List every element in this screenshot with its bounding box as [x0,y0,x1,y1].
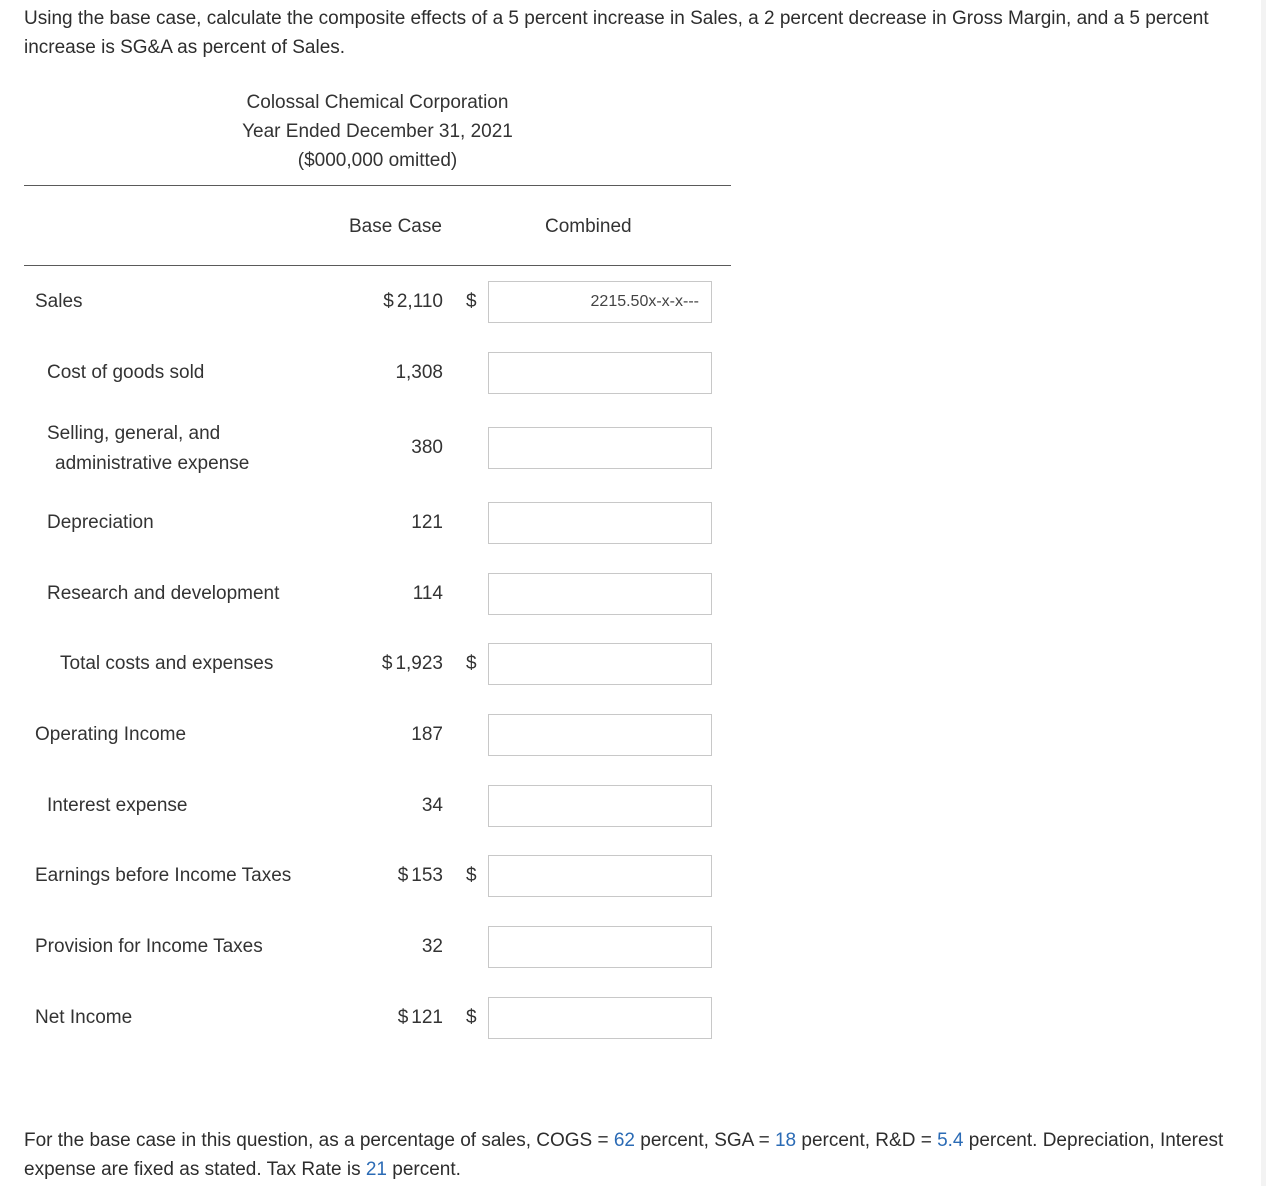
combined-input-cogs[interactable] [488,352,712,394]
base-currency-symbol: $ [381,653,393,674]
base-amount: 153 [411,865,443,886]
row-label-line-2: administrative expense [55,453,250,474]
combined-input-depreciation[interactable] [488,502,712,544]
header-bottom-rule [24,265,731,266]
table-row-net-income [0,997,740,1041]
column-header-combined: Combined [545,216,632,237]
base-amount: 1,923 [395,653,443,674]
base-amount: 34 [421,795,443,816]
footer-text-3: percent, R&D = [796,1130,938,1151]
base-currency-symbol: $ [383,291,394,312]
base-currency-symbol: $ [397,1007,409,1028]
table-row-operating-income [0,714,740,758]
base-case-value [382,649,443,679]
tax-rate: 21 [365,1159,387,1180]
base-amount: 114 [412,583,443,604]
footer-text-1: For the base case in this question, as a percentage of sales, COGS = [24,1130,614,1151]
combined-input-ebit[interactable] [488,855,712,897]
base-amount: 32 [421,936,443,957]
row-label: Sales [35,291,83,312]
row-label: Total costs and expenses [60,653,274,674]
row-label: Operating Income [35,724,187,745]
footer-text-5: percent. [386,1159,461,1180]
combined-currency-symbol: $ [466,1007,477,1028]
table-row-sga [0,423,740,474]
row-label: Earnings before Income Taxes [35,865,292,886]
rd-percent: 5.4 [937,1130,964,1151]
base-currency-symbol: $ [397,865,409,886]
fiscal-period: Year Ended December 31, 2021 [242,121,513,142]
table-row-sales [0,281,740,325]
row-label: Research and development [47,583,280,604]
base-case-value [408,508,443,538]
combined-input-interest-expense[interactable] [488,785,712,827]
base-case-value [392,358,443,388]
table-row-ebit [0,855,740,899]
combined-input-sales[interactable] [488,281,712,323]
base-case-value [398,861,443,891]
row-label: Provision for Income Taxes [35,936,263,957]
footer-text-4: percent. Depreciation, Interest expense are fixed as stated. Tax Rate is [24,1130,1224,1180]
header-top-rule [24,185,731,186]
base-case-value [419,932,443,962]
combined-currency-symbol: $ [466,865,477,886]
base-case-value [408,720,443,750]
question-text: Using the base case, calculate the composite effects of a 5 percent increase in Sales, a 2 percent decrease in Gross Margin, and a 5 percent increase is SG&A as percent of Sales. [24,8,1209,58]
company-name: Colossal Chemical Corporation [246,92,509,113]
table-row-total-costs [0,643,740,687]
base-amount: 1,308 [395,362,443,383]
row-label: Cost of goods sold [47,362,205,383]
table-row-depreciation [0,502,740,546]
table-row-interest-expense [0,785,740,829]
cogs-percent: 62 [613,1130,635,1151]
row-label: Depreciation [47,512,154,533]
base-amount: 380 [411,437,443,458]
combined-input-net-income[interactable] [488,997,712,1039]
combined-currency-symbol: $ [466,653,477,674]
combined-input-tax-provision[interactable] [488,926,712,968]
table-row-rnd [0,573,740,617]
column-header-base-case: Base Case [349,216,442,237]
base-case-value [398,1003,443,1033]
page-edge [1261,0,1266,1186]
combined-input-sga[interactable] [488,427,712,469]
base-case-value [408,433,443,463]
table-row-cogs [0,352,740,396]
footer-text-2: percent, SGA = [635,1130,775,1151]
combined-input-rnd[interactable] [488,573,712,615]
combined-currency-symbol: $ [466,291,477,312]
base-amount: 121 [411,512,443,533]
row-label: Net Income [35,1007,133,1028]
row-label-line-1: Selling, general, and [47,423,221,444]
base-case-value [383,287,443,317]
base-amount: 2,110 [396,291,443,312]
units-note: ($000,000 omitted) [297,150,458,171]
base-case-value [419,791,443,821]
sga-percent: 18 [774,1130,797,1151]
footer-note [24,1126,1249,1184]
table-row-tax-provision [0,926,740,970]
base-amount: 121 [411,1007,443,1028]
base-case-value [410,579,443,609]
row-label: Interest expense [47,795,188,816]
combined-input-total-costs[interactable] [488,643,712,685]
base-amount: 187 [411,724,443,745]
combined-input-operating-income[interactable] [488,714,712,756]
